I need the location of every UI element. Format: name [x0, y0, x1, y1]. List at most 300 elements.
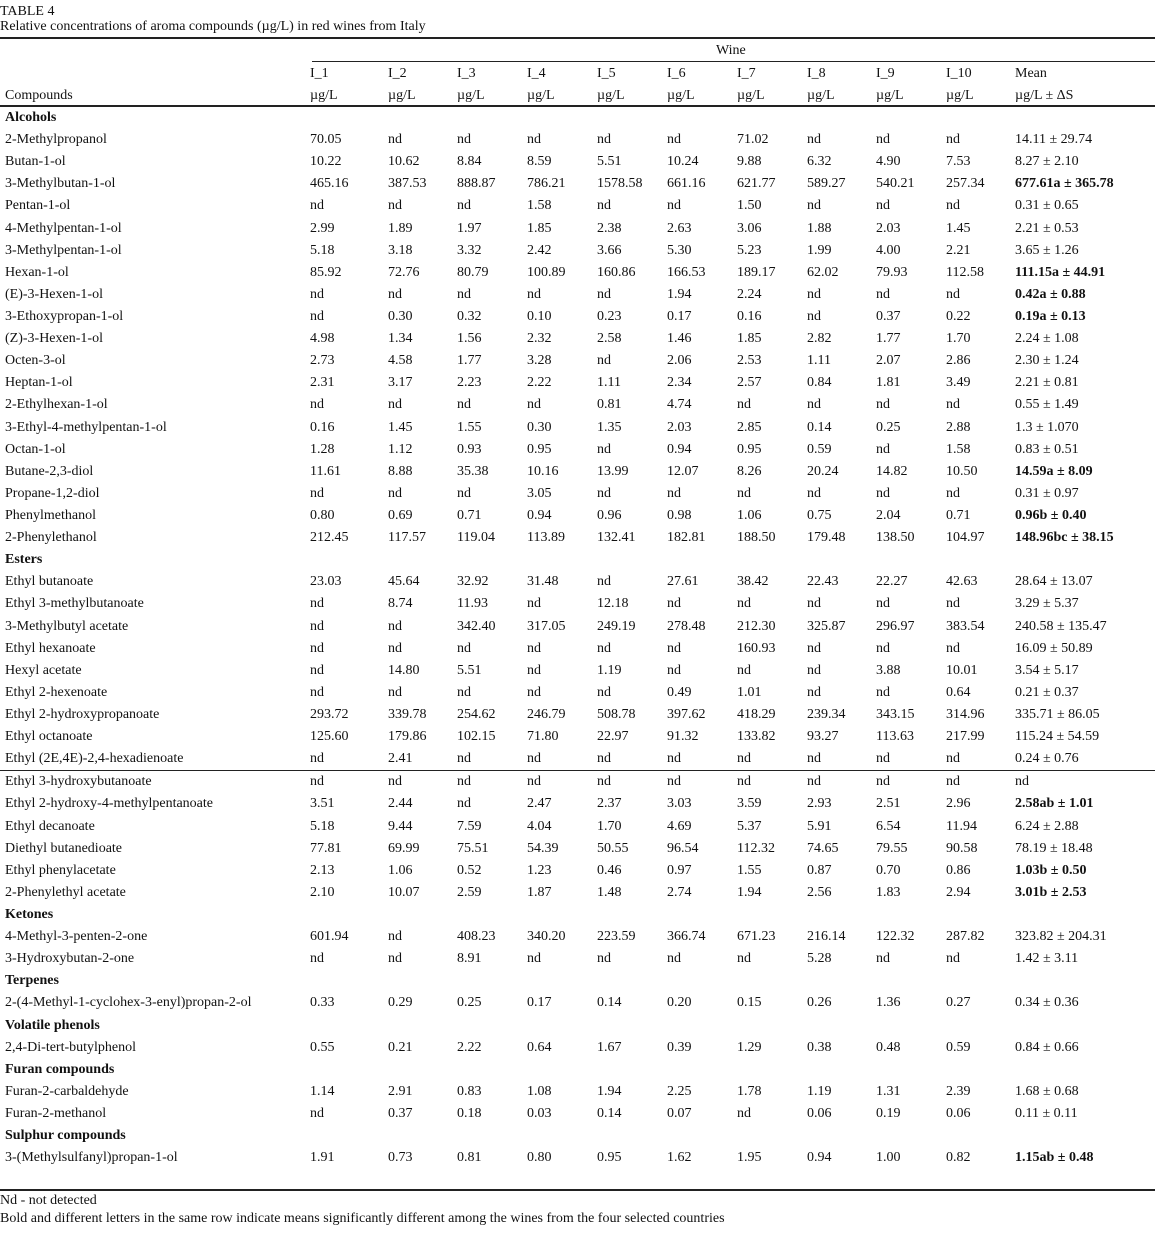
value-cell: 0.71	[457, 508, 482, 524]
value-cell: nd	[597, 353, 611, 369]
top-rule	[0, 37, 1155, 39]
compound-name: (Z)-3-Hexen-1-ol	[5, 331, 103, 347]
value-cell: 0.46	[597, 862, 622, 878]
value-cell: nd	[807, 662, 821, 678]
table-row	[0, 483, 1155, 505]
value-cell: 1.45	[388, 419, 413, 435]
table-row	[0, 350, 1155, 372]
value-cell: 2.53	[737, 353, 762, 369]
value-cell: nd	[946, 286, 960, 302]
value-cell: 0.20	[667, 995, 692, 1011]
value-cell: 212.45	[310, 530, 349, 546]
spacer	[1085, 793, 1155, 815]
table-row	[0, 461, 1155, 483]
value-cell: 0.48	[876, 1039, 901, 1055]
value-cell: 2.04	[876, 508, 901, 524]
table-row	[0, 240, 1155, 262]
compound-name: Ethyl 3-hydroxybutanoate	[0, 771, 310, 794]
mean-cell: 1.68 ± 0.68	[1015, 1083, 1079, 1099]
value-cell: 71.02	[737, 132, 769, 148]
value-cell: 0.03	[527, 1105, 552, 1121]
value-cell: 1.12	[388, 441, 413, 457]
table-row	[0, 593, 1155, 615]
value-cell: nd	[807, 198, 821, 214]
table-row	[0, 571, 1155, 593]
table-row	[0, 1103, 1155, 1125]
value-cell: nd	[527, 951, 541, 967]
value-cell: 72.76	[388, 264, 420, 280]
value-cell: 0.14	[807, 419, 832, 435]
value-cell: 4.58	[388, 353, 413, 369]
value-cell: 0.17	[527, 995, 552, 1011]
column-unit: µg/L ± ΔS	[1015, 88, 1074, 103]
value-cell: nd	[527, 397, 541, 413]
footnote-nd: Nd - not detected	[0, 1193, 97, 1208]
value-cell: nd	[310, 309, 324, 325]
value-cell: 112.58	[946, 264, 984, 280]
value-cell: nd	[807, 397, 821, 413]
value-cell: 91.32	[667, 729, 699, 745]
value-cell: 22.43	[807, 574, 839, 590]
column-header: I_6	[667, 66, 686, 81]
value-cell: 4.04	[527, 818, 552, 834]
column-unit: µg/L	[597, 88, 625, 103]
value-cell: 0.37	[876, 309, 901, 325]
compounds-header: Compounds	[5, 88, 73, 103]
value-cell: 1.99	[807, 242, 832, 258]
compound-name: 4-Methyl-3-penten-2-one	[5, 929, 148, 945]
value-cell: 13.99	[597, 463, 629, 479]
value-cell: 1.35	[597, 419, 622, 435]
value-cell: 74.65	[807, 840, 839, 856]
value-cell: nd	[876, 771, 946, 794]
value-cell: nd	[667, 951, 681, 967]
value-cell: 2.31	[310, 375, 335, 391]
value-cell: 0.70	[876, 862, 901, 878]
spacer	[1085, 860, 1155, 882]
value-cell: 2.06	[667, 353, 692, 369]
value-cell: nd	[310, 1105, 324, 1121]
value-cell: 1.77	[457, 353, 482, 369]
value-cell: 1.62	[667, 1150, 692, 1166]
value-cell: 14.80	[388, 662, 420, 678]
spacer	[1085, 328, 1155, 350]
value-cell: nd	[737, 771, 807, 794]
value-cell: nd	[310, 684, 324, 700]
value-cell: 2.39	[946, 1083, 971, 1099]
value-cell: 1.36	[876, 995, 901, 1011]
value-cell: 112.32	[737, 840, 775, 856]
value-cell: 27.61	[667, 574, 699, 590]
value-cell: nd	[527, 684, 541, 700]
value-cell: nd	[527, 132, 541, 148]
value-cell: 2.24	[737, 286, 762, 302]
value-cell: 0.87	[807, 862, 832, 878]
compound-name: 3-Methylbutan-1-ol	[5, 176, 116, 192]
table-row	[0, 1081, 1155, 1103]
compound-name: Phenylmethanol	[5, 508, 96, 524]
value-cell: 0.96	[597, 508, 622, 524]
compound-name: Octan-1-ol	[5, 441, 66, 457]
value-cell: 1.34	[388, 331, 413, 347]
value-cell: 119.04	[457, 530, 495, 546]
value-cell: 0.39	[667, 1039, 692, 1055]
value-cell: nd	[946, 132, 960, 148]
column-unit: µg/L	[946, 88, 974, 103]
value-cell: 3.05	[527, 485, 552, 501]
column-unit: µg/L	[667, 88, 695, 103]
value-cell: 0.75	[807, 508, 832, 524]
column-unit: µg/L	[807, 88, 835, 103]
value-cell: 1.55	[457, 419, 482, 435]
value-cell: 3.51	[310, 796, 335, 812]
value-cell: nd	[946, 751, 960, 767]
column-unit: µg/L	[527, 88, 555, 103]
value-cell: 70.05	[310, 132, 342, 148]
value-cell: nd	[388, 397, 402, 413]
value-cell: nd	[876, 441, 890, 457]
compound-name: Propane-1,2-diol	[5, 485, 100, 501]
column-unit: µg/L	[737, 88, 765, 103]
value-cell: 31.48	[527, 574, 559, 590]
value-cell: 366.74	[667, 929, 706, 945]
value-cell: nd	[876, 198, 890, 214]
value-cell: 1.48	[597, 884, 622, 900]
value-cell: 2.96	[946, 796, 971, 812]
value-cell: 0.32	[457, 309, 482, 325]
value-cell: 0.71	[946, 508, 971, 524]
compound-name: Ethyl octanoate	[5, 729, 93, 745]
value-cell: 296.97	[876, 618, 915, 634]
compound-name: 2-Methylpropanol	[5, 132, 107, 148]
value-cell: 1.45	[946, 220, 971, 236]
value-cell: 212.30	[737, 618, 776, 634]
value-cell: 38.42	[737, 574, 769, 590]
table-row	[0, 439, 1155, 461]
spacer	[1085, 593, 1155, 615]
value-cell: 1.97	[457, 220, 482, 236]
value-cell: 0.18	[457, 1105, 482, 1121]
bottom-rule	[0, 1189, 1155, 1191]
value-cell: 5.30	[667, 242, 692, 258]
compound-name: Pentan-1-ol	[5, 198, 71, 214]
mean-cell: 0.83 ± 0.51	[1015, 441, 1079, 457]
value-cell: 1.70	[946, 331, 971, 347]
spacer	[1085, 394, 1155, 416]
table-row	[0, 838, 1155, 860]
value-cell: nd	[310, 640, 324, 656]
value-cell: nd	[310, 397, 324, 413]
value-cell: 2.93	[807, 796, 832, 812]
value-cell: 5.28	[807, 951, 832, 967]
value-cell: 0.37	[388, 1105, 413, 1121]
compound-name: 2-Phenylethyl acetate	[5, 884, 126, 900]
value-cell: 257.34	[946, 176, 985, 192]
compound-name: 2-(4-Methyl-1-cyclohex-3-enyl)propan-2-ol	[5, 995, 252, 1011]
compound-name: 3-(Methylsulfanyl)propan-1-ol	[5, 1150, 178, 1166]
value-cell: 1.89	[388, 220, 413, 236]
value-cell: 387.53	[388, 176, 427, 192]
value-cell: 0.94	[807, 1150, 832, 1166]
value-cell: 23.03	[310, 574, 342, 590]
table-row	[0, 748, 1155, 771]
value-cell: 12.07	[667, 463, 699, 479]
table-row	[0, 173, 1155, 195]
value-cell: nd	[667, 596, 681, 612]
spacer	[1085, 218, 1155, 240]
value-cell: 8.88	[388, 463, 413, 479]
table-row	[0, 638, 1155, 660]
value-cell: nd	[807, 132, 821, 148]
compound-name: Ethyl butanoate	[5, 574, 94, 590]
value-cell: nd	[667, 751, 681, 767]
value-cell: nd	[667, 771, 737, 794]
value-cell: 287.82	[946, 929, 985, 945]
value-cell: 0.33	[310, 995, 335, 1011]
value-cell: 0.16	[737, 309, 762, 325]
value-cell: 2.74	[667, 884, 692, 900]
value-cell: 671.23	[737, 929, 776, 945]
value-cell: 2.82	[807, 331, 832, 347]
value-cell: nd	[597, 771, 667, 794]
table-caption: Relative concentrations of aroma compounds (µg/L) in red wines from Italy	[0, 19, 426, 34]
value-cell: nd	[597, 751, 611, 767]
compound-name: Butan-1-ol	[5, 154, 66, 170]
mean-cell: 115.24 ± 54.59	[1015, 729, 1100, 745]
group-name: Alcohols	[5, 110, 57, 126]
value-cell: 1.06	[388, 862, 413, 878]
value-cell: nd	[597, 198, 611, 214]
value-cell: nd	[876, 132, 890, 148]
value-cell: 2.91	[388, 1083, 413, 1099]
compound-name: 2-Ethylhexan-1-ol	[5, 397, 108, 413]
value-cell: nd	[946, 198, 960, 214]
value-cell: nd	[457, 684, 471, 700]
value-cell: nd	[388, 929, 402, 945]
value-cell: 314.96	[946, 707, 985, 722]
spacer	[1085, 682, 1155, 704]
value-cell: 5.23	[737, 242, 762, 258]
value-cell: 1.85	[527, 220, 552, 236]
table-row	[0, 129, 1155, 151]
value-cell: nd	[310, 485, 324, 501]
value-cell: 1.00	[876, 1150, 901, 1166]
value-cell: nd	[457, 771, 527, 794]
value-cell: 0.94	[527, 508, 552, 524]
spacer	[1085, 992, 1155, 1014]
value-cell: nd	[876, 951, 890, 967]
column-header: I_10	[946, 66, 972, 81]
value-cell: 278.48	[667, 618, 706, 634]
value-cell: nd	[807, 596, 821, 612]
value-cell: nd	[457, 796, 471, 812]
value-cell: 45.64	[388, 574, 420, 590]
table-row	[0, 704, 1155, 726]
mean-cell: 3.54 ± 5.17	[1015, 662, 1079, 678]
value-cell: 1.55	[737, 862, 762, 878]
compound-name: 3-Methylpentan-1-ol	[5, 242, 122, 258]
mean-cell: 323.82 ± 204.31	[1015, 929, 1107, 945]
value-cell: 22.27	[876, 574, 908, 590]
mean-cell: 0.11 ± 0.11	[1015, 1105, 1078, 1121]
value-cell: 0.95	[737, 441, 762, 457]
value-cell: 1.08	[527, 1083, 552, 1099]
value-cell: 132.41	[597, 530, 636, 546]
value-cell: 3.28	[527, 353, 552, 369]
value-cell: 2.22	[527, 375, 552, 391]
value-cell: 1.46	[667, 331, 692, 347]
spacer	[1085, 306, 1155, 328]
value-cell: 239.34	[807, 707, 846, 722]
value-cell: nd	[876, 286, 890, 302]
group-header-row	[0, 1125, 1155, 1147]
compound-name: 3-Ethoxypropan-1-ol	[5, 309, 124, 325]
table-row	[0, 284, 1155, 306]
value-cell: nd	[310, 618, 324, 634]
value-cell: 223.59	[597, 929, 636, 945]
value-cell: 0.06	[946, 1105, 971, 1121]
value-cell: nd	[597, 485, 611, 501]
value-cell: 1.19	[597, 662, 622, 678]
spacer	[1085, 816, 1155, 838]
spacer	[1085, 748, 1155, 771]
mean-cell: 335.71 ± 86.05	[1015, 707, 1100, 722]
mean-cell: 1.15ab ± 0.48	[1015, 1150, 1094, 1166]
mean-cell: 2.21 ± 0.53	[1015, 220, 1079, 236]
value-cell: nd	[388, 286, 402, 302]
value-cell: nd	[807, 684, 821, 700]
table-row	[0, 948, 1155, 970]
value-cell: 340.20	[527, 929, 566, 945]
value-cell: 182.81	[667, 530, 706, 546]
value-cell: nd	[737, 951, 751, 967]
value-cell: 6.32	[807, 154, 832, 170]
value-cell: 2.51	[876, 796, 901, 812]
value-cell: 1.83	[876, 884, 901, 900]
value-cell: nd	[807, 771, 876, 794]
value-cell: 1.81	[876, 375, 901, 391]
value-cell: 325.87	[807, 618, 846, 634]
value-cell: nd	[457, 640, 471, 656]
value-cell: 8.84	[457, 154, 482, 170]
mean-cell: 2.58ab ± 1.01	[1015, 796, 1094, 812]
mean-cell: 1.3 ± 1.070	[1015, 419, 1079, 435]
value-cell: nd	[388, 771, 457, 794]
value-cell: 408.23	[457, 929, 496, 945]
value-cell: nd	[388, 640, 402, 656]
value-cell: 2.56	[807, 884, 832, 900]
table-row	[0, 771, 1155, 794]
value-cell: 0.16	[310, 419, 335, 435]
value-cell: 2.94	[946, 884, 971, 900]
data-table	[0, 107, 1155, 1169]
value-cell: 10.22	[310, 154, 342, 170]
value-cell: 0.30	[388, 309, 413, 325]
value-cell: 1.94	[597, 1083, 622, 1099]
value-cell: 1.87	[527, 884, 552, 900]
compound-name: Ethyl phenylacetate	[5, 862, 116, 878]
value-cell: nd	[946, 771, 1015, 794]
value-cell: 0.52	[457, 862, 482, 878]
value-cell: 1.70	[597, 818, 622, 834]
value-cell: nd	[310, 286, 324, 302]
value-cell: 5.51	[457, 662, 482, 678]
compound-name: Furan-2-carbaldehyde	[5, 1083, 129, 1099]
table-row	[0, 1147, 1155, 1169]
value-cell: 249.19	[597, 618, 636, 634]
value-cell: 1.56	[457, 331, 482, 347]
value-cell: 589.27	[807, 176, 846, 192]
mean-cell: 1.03b ± 0.50	[1015, 862, 1087, 878]
value-cell: 1.77	[876, 331, 901, 347]
value-cell: 0.14	[597, 1105, 622, 1121]
value-cell: 11.93	[457, 596, 488, 612]
table-row	[0, 195, 1155, 217]
value-cell: 3.03	[667, 796, 692, 812]
mean-cell: 0.55 ± 1.49	[1015, 397, 1079, 413]
spacer	[1085, 1147, 1155, 1169]
value-cell: nd	[310, 951, 324, 967]
table-row	[0, 306, 1155, 328]
column-header: I_5	[597, 66, 616, 81]
value-cell: 75.51	[457, 840, 489, 856]
value-cell: 8.74	[388, 596, 413, 612]
value-cell: 32.92	[457, 574, 489, 590]
value-cell: 2.10	[310, 884, 335, 900]
value-cell: 160.86	[597, 264, 636, 280]
wine-group-label: Wine	[716, 43, 746, 58]
table-row	[0, 151, 1155, 173]
mean-cell: 8.27 ± 2.10	[1015, 154, 1079, 170]
value-cell: 42.63	[946, 574, 978, 590]
value-cell: 9.44	[388, 818, 413, 834]
value-cell: 2.41	[388, 751, 413, 767]
value-cell: 2.59	[457, 884, 482, 900]
spacer	[1085, 1103, 1155, 1125]
group-header-row	[0, 970, 1155, 992]
value-cell: 0.64	[946, 684, 971, 700]
value-cell: nd	[527, 286, 541, 302]
value-cell: 4.74	[667, 397, 692, 413]
value-cell: nd	[737, 485, 751, 501]
value-cell: 217.99	[946, 729, 985, 745]
compound-name: Ethyl hexanoate	[5, 640, 96, 656]
value-cell: 0.19	[876, 1105, 901, 1121]
value-cell: 1.28	[310, 441, 335, 457]
value-cell: 246.79	[527, 707, 566, 722]
value-cell: 0.49	[667, 684, 692, 700]
value-cell: nd	[946, 596, 960, 612]
value-cell: 1.88	[807, 220, 832, 236]
compound-name: Butane-2,3-diol	[5, 463, 94, 479]
value-cell: nd	[388, 618, 402, 634]
value-cell: 293.72	[310, 707, 349, 722]
value-cell: 1.19	[807, 1083, 832, 1099]
table-row	[0, 417, 1155, 439]
group-header-row	[0, 549, 1155, 571]
value-cell: nd	[946, 397, 960, 413]
value-cell: 2.32	[527, 331, 552, 347]
value-cell: 2.34	[667, 375, 692, 391]
value-cell: 1.11	[807, 353, 831, 369]
table-row	[0, 394, 1155, 416]
mean-cell: 0.31 ± 0.97	[1015, 485, 1079, 501]
table-row	[0, 926, 1155, 948]
value-cell: 2.03	[876, 220, 901, 236]
mean-cell: 2.21 ± 0.81	[1015, 375, 1079, 391]
value-cell: 3.49	[946, 375, 971, 391]
value-cell: nd	[737, 397, 751, 413]
